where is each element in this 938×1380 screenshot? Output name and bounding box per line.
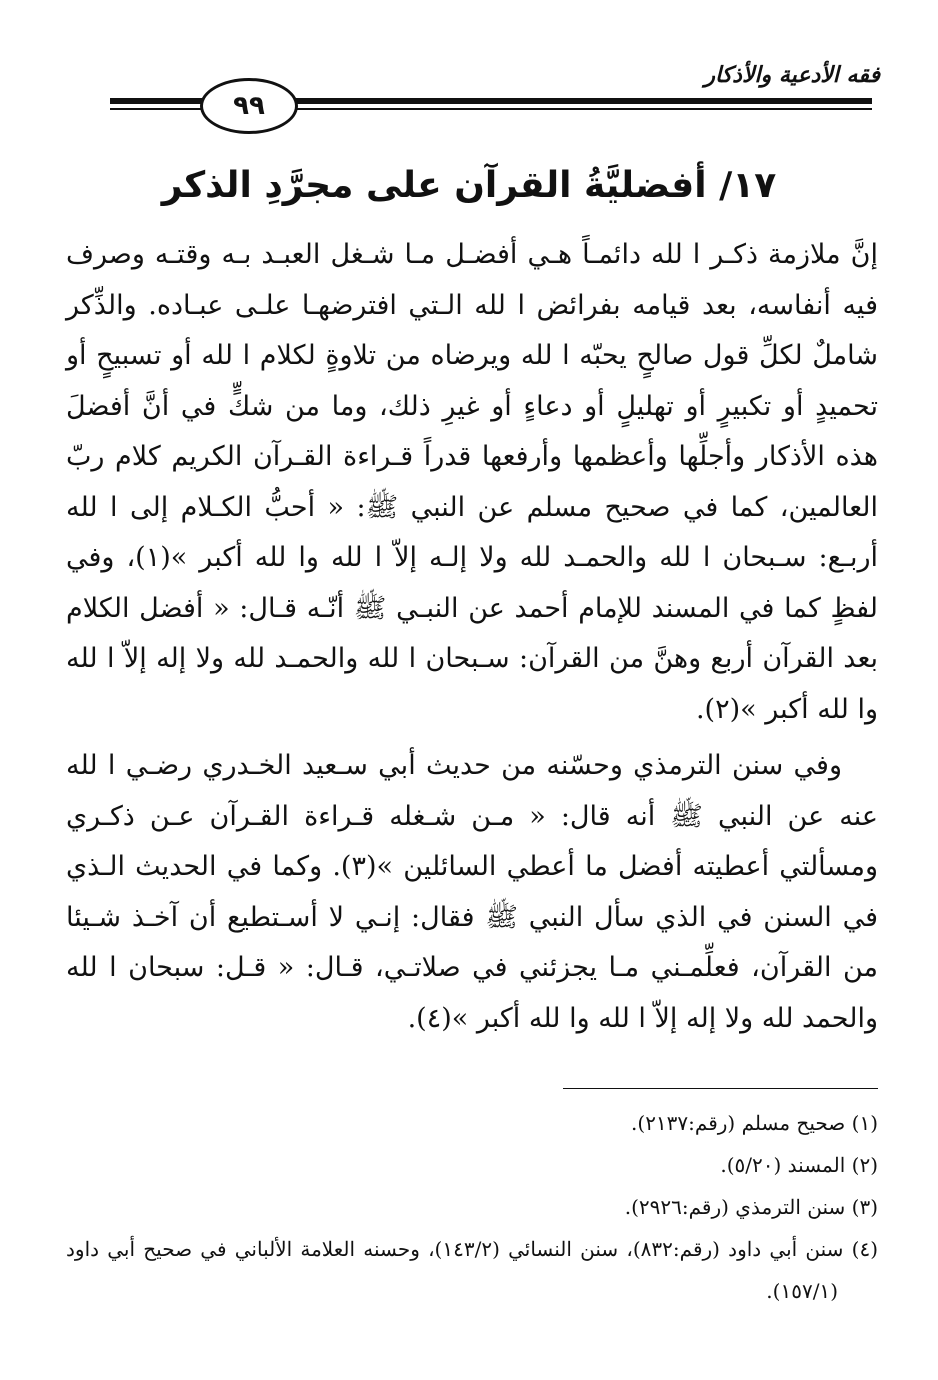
footnote: (٢) المسند (٥/٢٠). [720,1153,878,1177]
running-header-title: فقه الأدعية والأذكار [704,63,880,88]
page-number: ٩٩ [233,91,265,121]
page-number-badge [200,78,298,134]
footnote: (١) صحيح مسلم (رقم:٢١٣٧). [631,1111,878,1135]
body-text [66,230,878,1044]
footnotes [66,1102,878,1312]
footnote: (٤) سنن أبي داود (رقم:٨٣٢)، سنن النسائي (١٤٣/٢)، وحسنه العلامة الألباني في صحيح أبي داود (١٥٧/١). [66,1237,879,1303]
paragraph: وفي سنن الترمذي وحسّنه من حديث أبي سـعيد الخـدري رضـي ا لله عنه عن النبي ﷺ أنه قال: « مـن شـغله قـراءة القـرآن عـن ذكـري ومسألتي أعطيته أفضل ما أعطي السائلين »(٣). وكما في الحديث الـذي في السنن في الذي سأل النبي ﷺ فقال: إنـي لا أسـتطيع أن آخـذ شـيئا من القرآن، فعلِّمـني مـا يجزئني في صلاتـي، قـال: « قـل: سبحان ا لله والحمد لله ولا إله إلاّ ا لله وا لله أكبر »(٤). [66,750,878,1034]
section-heading: ١٧/ أفضليَّةُ القرآن على مجرَّدِ الذكر [161,165,777,206]
paragraph: إنَّ ملازمة ذكـر ا لله دائمـاً هـي أفضـل مـا شـغل العبـد بـه وقتـه وصرف فيه أنفاسه، بعد قيامه بفرائض ا لله الـتي افترضهـا علـى عبـاده. والذِّكر شاملٌ لكلِّ قول صالحٍ يحبّه ا لله ويرضاه من تلاوةٍ لكلام ا لله أو تسبيحٍ أو تحميدٍ أو تكبيرٍ أو تهليلٍ أو دعاءٍ أو غيرِ ذلك، وما من شكٍّ في أنَّ أفضلَ هذه الأذكار وأجلِّها وأعظمها وأرفعها قدراً قـراءة القـرآن الكريم كلام ربّ العالمين، كما في صحيح مسلم عن النبي ﷺ: « أحبُّ الكـلام إلى ا لله أربـع: سـبحان ا لله والحمـد لله ولا إلـه إلاّ ا لله وا لله أكبر »(١)، وفي لفظٍ كما في المسند للإمام أحمد عن النبـي ﷺ أنّـه قـال: « أفضل الكلام بعد القرآن أربع وهنَّ من القرآن: سـبحان ا لله والحمـد لله ولا إله إلاّ ا لله وا لله أكبر »(٢). [66,239,878,725]
footnote: (٣) سنن الترمذي (رقم:٢٩٢٦). [624,1195,878,1219]
footnote-separator [563,1088,878,1089]
